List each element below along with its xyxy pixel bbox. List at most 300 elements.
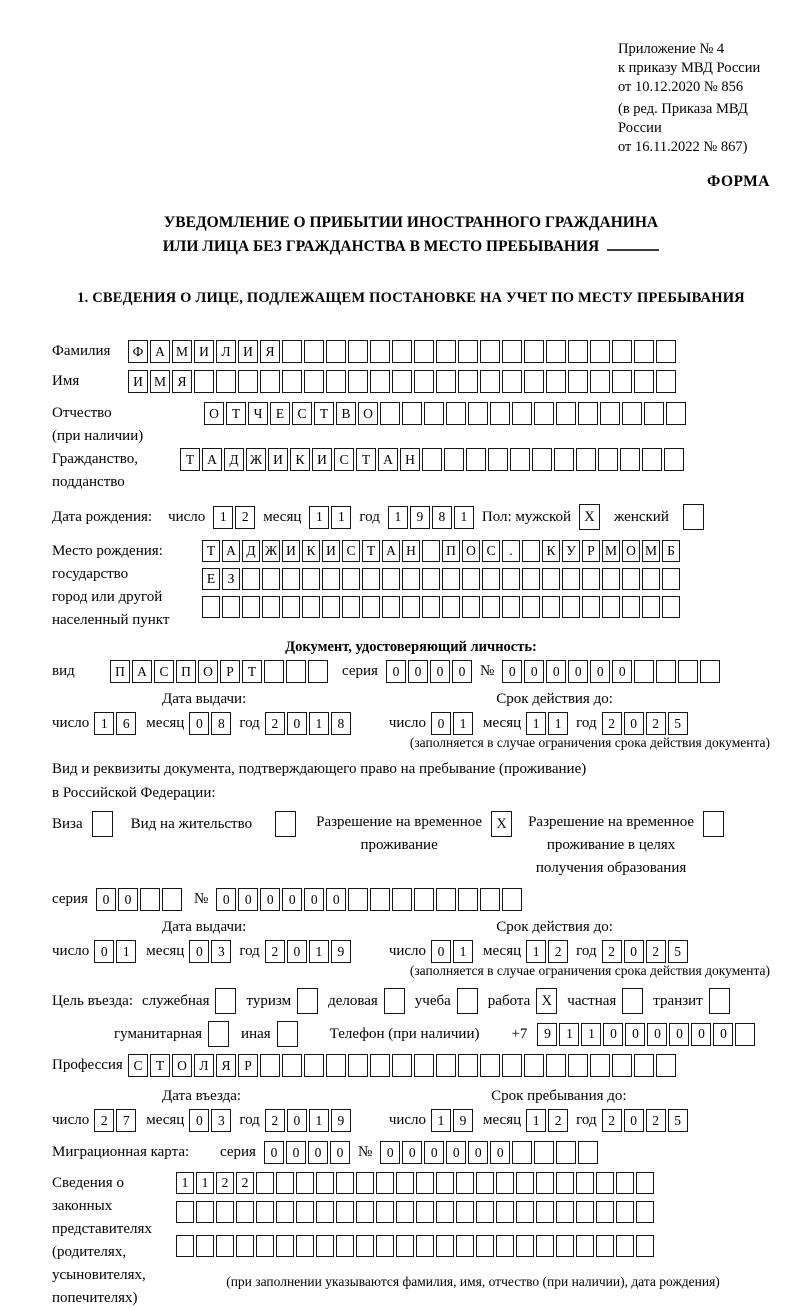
char-cell[interactable]: 0: [603, 1023, 623, 1046]
char-cell[interactable]: 0: [568, 660, 588, 683]
char-cell[interactable]: 0: [189, 712, 209, 735]
char-cell[interactable]: [576, 1172, 594, 1194]
stay-day[interactable]: [431, 1109, 473, 1132]
char-cell[interactable]: [502, 568, 520, 590]
char-cell[interactable]: [256, 1235, 274, 1257]
char-cell[interactable]: [536, 1201, 554, 1223]
char-cell[interactable]: 0: [647, 1023, 667, 1046]
char-cell[interactable]: [590, 340, 610, 363]
char-cell[interactable]: [256, 1201, 274, 1223]
char-cell[interactable]: [656, 370, 676, 393]
char-cell[interactable]: Д: [242, 540, 260, 562]
doc-valid-day[interactable]: [431, 712, 473, 735]
char-cell[interactable]: О: [172, 1054, 192, 1077]
stay-year[interactable]: [602, 1109, 688, 1132]
char-cell[interactable]: [596, 1201, 614, 1223]
doc-issue-day[interactable]: [94, 712, 136, 735]
char-cell[interactable]: 2: [602, 940, 622, 963]
char-cell[interactable]: М: [642, 540, 660, 562]
char-cell[interactable]: [402, 568, 420, 590]
char-cell[interactable]: С: [334, 448, 354, 471]
char-cell[interactable]: [286, 660, 306, 683]
char-cell[interactable]: [362, 568, 380, 590]
entry-month[interactable]: [189, 1109, 231, 1132]
char-cell[interactable]: 0: [624, 940, 644, 963]
char-cell[interactable]: 1: [526, 712, 546, 735]
char-cell[interactable]: [236, 1235, 254, 1257]
char-cell[interactable]: [612, 340, 632, 363]
char-cell[interactable]: [316, 1235, 334, 1257]
turizm-checkbox[interactable]: [297, 988, 318, 1014]
char-cell[interactable]: [636, 1201, 654, 1223]
char-cell[interactable]: 1: [94, 712, 114, 735]
char-cell[interactable]: 0: [118, 888, 138, 911]
char-cell[interactable]: [636, 1172, 654, 1194]
char-cell[interactable]: И: [268, 448, 288, 471]
representatives-line2[interactable]: [176, 1201, 654, 1223]
char-cell[interactable]: [414, 888, 434, 911]
char-cell[interactable]: [302, 596, 320, 618]
char-cell[interactable]: [392, 370, 412, 393]
sex-female-checkbox[interactable]: [683, 504, 704, 530]
char-cell[interactable]: 1: [309, 712, 329, 735]
doc-valid-month[interactable]: [526, 712, 568, 735]
char-cell[interactable]: 0: [287, 1109, 307, 1132]
char-cell[interactable]: Д: [224, 448, 244, 471]
char-cell[interactable]: П: [442, 540, 460, 562]
char-cell[interactable]: [546, 340, 566, 363]
char-cell[interactable]: 2: [602, 1109, 622, 1132]
char-cell[interactable]: О: [358, 402, 378, 425]
char-cell[interactable]: Р: [582, 540, 600, 562]
char-cell[interactable]: [436, 1235, 454, 1257]
char-cell[interactable]: Ф: [128, 340, 148, 363]
char-cell[interactable]: К: [290, 448, 310, 471]
char-cell[interactable]: [600, 402, 620, 425]
char-cell[interactable]: Т: [226, 402, 246, 425]
char-cell[interactable]: Л: [194, 1054, 214, 1077]
char-cell[interactable]: [194, 370, 214, 393]
ucheba-checkbox[interactable]: [457, 988, 478, 1014]
char-cell[interactable]: 0: [446, 1141, 466, 1164]
char-cell[interactable]: [490, 402, 510, 425]
entry-year[interactable]: [265, 1109, 351, 1132]
char-cell[interactable]: [296, 1201, 314, 1223]
char-cell[interactable]: [396, 1172, 414, 1194]
char-cell[interactable]: [516, 1235, 534, 1257]
char-cell[interactable]: 8: [211, 712, 231, 735]
char-cell[interactable]: М: [602, 540, 620, 562]
char-cell[interactable]: [512, 402, 532, 425]
char-cell[interactable]: С: [292, 402, 312, 425]
char-cell[interactable]: 1: [526, 1109, 546, 1132]
char-cell[interactable]: [264, 660, 284, 683]
char-cell[interactable]: 8: [331, 712, 351, 735]
char-cell[interactable]: Р: [220, 660, 240, 683]
char-cell[interactable]: [436, 1201, 454, 1223]
char-cell[interactable]: [542, 596, 560, 618]
char-cell[interactable]: [534, 402, 554, 425]
char-cell[interactable]: [308, 660, 328, 683]
char-cell[interactable]: [634, 340, 654, 363]
char-cell[interactable]: [556, 402, 576, 425]
char-cell[interactable]: 0: [431, 940, 451, 963]
char-cell[interactable]: 1: [309, 506, 329, 529]
char-cell[interactable]: 6: [116, 712, 136, 735]
char-cell[interactable]: [582, 596, 600, 618]
char-cell[interactable]: Я: [216, 1054, 236, 1077]
char-cell[interactable]: [536, 1235, 554, 1257]
char-cell[interactable]: 7: [116, 1109, 136, 1132]
char-cell[interactable]: Ч: [248, 402, 268, 425]
char-cell[interactable]: О: [198, 660, 218, 683]
char-cell[interactable]: [370, 1054, 390, 1077]
birth-year-field[interactable]: [388, 506, 474, 529]
char-cell[interactable]: [496, 1201, 514, 1223]
char-cell[interactable]: [634, 660, 654, 683]
char-cell[interactable]: [422, 540, 440, 562]
char-cell[interactable]: К: [302, 540, 320, 562]
entry-day[interactable]: [94, 1109, 136, 1132]
char-cell[interactable]: 0: [287, 712, 307, 735]
char-cell[interactable]: [392, 340, 412, 363]
char-cell[interactable]: [576, 1201, 594, 1223]
birth-month-field[interactable]: [309, 506, 351, 529]
char-cell[interactable]: [532, 448, 552, 471]
char-cell[interactable]: 9: [453, 1109, 473, 1132]
char-cell[interactable]: [496, 1235, 514, 1257]
char-cell[interactable]: Б: [662, 540, 680, 562]
profession-field[interactable]: [128, 1054, 676, 1077]
char-cell[interactable]: [396, 1201, 414, 1223]
char-cell[interactable]: 0: [713, 1023, 733, 1046]
sex-male-checkbox[interactable]: X: [579, 504, 600, 530]
char-cell[interactable]: [422, 448, 442, 471]
char-cell[interactable]: 0: [590, 660, 610, 683]
char-cell[interactable]: [590, 370, 610, 393]
char-cell[interactable]: 0: [502, 660, 522, 683]
char-cell[interactable]: И: [312, 448, 332, 471]
char-cell[interactable]: [662, 596, 680, 618]
char-cell[interactable]: [596, 1172, 614, 1194]
char-cell[interactable]: 2: [94, 1109, 114, 1132]
char-cell[interactable]: 9: [410, 506, 430, 529]
char-cell[interactable]: [282, 1054, 302, 1077]
char-cell[interactable]: [422, 596, 440, 618]
char-cell[interactable]: [458, 1054, 478, 1077]
char-cell[interactable]: [666, 402, 686, 425]
char-cell[interactable]: 1: [454, 506, 474, 529]
char-cell[interactable]: [336, 1201, 354, 1223]
char-cell[interactable]: [502, 340, 522, 363]
char-cell[interactable]: С: [342, 540, 360, 562]
char-cell[interactable]: 0: [669, 1023, 689, 1046]
char-cell[interactable]: [502, 1054, 522, 1077]
char-cell[interactable]: [642, 596, 660, 618]
char-cell[interactable]: [216, 1201, 234, 1223]
char-cell[interactable]: [342, 568, 360, 590]
char-cell[interactable]: [176, 1201, 194, 1223]
char-cell[interactable]: [326, 370, 346, 393]
char-cell[interactable]: 0: [431, 712, 451, 735]
doc-issue-year[interactable]: [265, 712, 351, 735]
char-cell[interactable]: М: [172, 340, 192, 363]
char-cell[interactable]: [342, 596, 360, 618]
char-cell[interactable]: И: [194, 340, 214, 363]
char-cell[interactable]: 2: [646, 1109, 666, 1132]
char-cell[interactable]: [222, 596, 240, 618]
char-cell[interactable]: А: [132, 660, 152, 683]
char-cell[interactable]: [362, 596, 380, 618]
char-cell[interactable]: [382, 596, 400, 618]
char-cell[interactable]: [476, 1201, 494, 1223]
char-cell[interactable]: 2: [235, 506, 255, 529]
patronymic-field[interactable]: [204, 402, 686, 425]
char-cell[interactable]: 0: [260, 888, 280, 911]
delovaya-checkbox[interactable]: [384, 988, 405, 1014]
char-cell[interactable]: [622, 568, 640, 590]
char-cell[interactable]: [502, 888, 522, 911]
birth-place-line3[interactable]: [202, 596, 680, 618]
char-cell[interactable]: [326, 340, 346, 363]
char-cell[interactable]: [602, 568, 620, 590]
char-cell[interactable]: Т: [242, 660, 262, 683]
char-cell[interactable]: [590, 1054, 610, 1077]
char-cell[interactable]: А: [222, 540, 240, 562]
char-cell[interactable]: [242, 568, 260, 590]
char-cell[interactable]: [326, 1054, 346, 1077]
char-cell[interactable]: [356, 1172, 374, 1194]
char-cell[interactable]: [414, 340, 434, 363]
char-cell[interactable]: 1: [116, 940, 136, 963]
char-cell[interactable]: [402, 596, 420, 618]
char-cell[interactable]: [612, 370, 632, 393]
char-cell[interactable]: 9: [331, 1109, 351, 1132]
char-cell[interactable]: 2: [265, 712, 285, 735]
char-cell[interactable]: [202, 596, 220, 618]
char-cell[interactable]: [282, 568, 300, 590]
char-cell[interactable]: 0: [287, 940, 307, 963]
char-cell[interactable]: 0: [189, 940, 209, 963]
char-cell[interactable]: А: [202, 448, 222, 471]
char-cell[interactable]: 0: [490, 1141, 510, 1164]
char-cell[interactable]: 2: [602, 712, 622, 735]
char-cell[interactable]: 0: [625, 1023, 645, 1046]
char-cell[interactable]: И: [238, 340, 258, 363]
char-cell[interactable]: [556, 1172, 574, 1194]
inaya-checkbox[interactable]: [277, 1021, 298, 1047]
char-cell[interactable]: [436, 888, 456, 911]
residence-issue-year[interactable]: [265, 940, 351, 963]
char-cell[interactable]: [458, 370, 478, 393]
residence-issue-month[interactable]: [189, 940, 231, 963]
char-cell[interactable]: 0: [238, 888, 258, 911]
char-cell[interactable]: [392, 888, 412, 911]
char-cell[interactable]: [322, 568, 340, 590]
char-cell[interactable]: О: [622, 540, 640, 562]
char-cell[interactable]: Т: [314, 402, 334, 425]
char-cell[interactable]: 2: [216, 1172, 234, 1194]
char-cell[interactable]: 0: [380, 1141, 400, 1164]
char-cell[interactable]: И: [128, 370, 148, 393]
char-cell[interactable]: [370, 888, 390, 911]
char-cell[interactable]: [276, 1201, 294, 1223]
char-cell[interactable]: У: [562, 540, 580, 562]
char-cell[interactable]: [522, 596, 540, 618]
char-cell[interactable]: [616, 1235, 634, 1257]
char-cell[interactable]: [496, 1172, 514, 1194]
char-cell[interactable]: [476, 1235, 494, 1257]
char-cell[interactable]: [662, 568, 680, 590]
char-cell[interactable]: 1: [388, 506, 408, 529]
char-cell[interactable]: К: [542, 540, 560, 562]
char-cell[interactable]: Н: [402, 540, 420, 562]
char-cell[interactable]: [554, 448, 574, 471]
char-cell[interactable]: О: [204, 402, 224, 425]
char-cell[interactable]: 0: [304, 888, 324, 911]
char-cell[interactable]: 0: [524, 660, 544, 683]
char-cell[interactable]: [242, 596, 260, 618]
char-cell[interactable]: Е: [202, 568, 220, 590]
char-cell[interactable]: [578, 1141, 598, 1164]
char-cell[interactable]: 0: [216, 888, 236, 911]
char-cell[interactable]: [636, 1235, 654, 1257]
doc-series-field[interactable]: [386, 660, 472, 683]
char-cell[interactable]: [322, 596, 340, 618]
char-cell[interactable]: [260, 370, 280, 393]
residence-valid-month[interactable]: [526, 940, 568, 963]
char-cell[interactable]: [382, 568, 400, 590]
char-cell[interactable]: [480, 1054, 500, 1077]
char-cell[interactable]: [536, 1172, 554, 1194]
char-cell[interactable]: [376, 1235, 394, 1257]
char-cell[interactable]: [562, 596, 580, 618]
char-cell[interactable]: 0: [94, 940, 114, 963]
char-cell[interactable]: [302, 568, 320, 590]
migration-series-field[interactable]: [264, 1141, 350, 1164]
char-cell[interactable]: С: [128, 1054, 148, 1077]
char-cell[interactable]: 1: [548, 712, 568, 735]
char-cell[interactable]: [582, 568, 600, 590]
char-cell[interactable]: Е: [270, 402, 290, 425]
char-cell[interactable]: [176, 1235, 194, 1257]
char-cell[interactable]: [416, 1235, 434, 1257]
char-cell[interactable]: [376, 1201, 394, 1223]
char-cell[interactable]: [414, 370, 434, 393]
char-cell[interactable]: [348, 1054, 368, 1077]
char-cell[interactable]: [336, 1172, 354, 1194]
char-cell[interactable]: [282, 340, 302, 363]
char-cell[interactable]: [260, 1054, 280, 1077]
char-cell[interactable]: [576, 448, 596, 471]
char-cell[interactable]: 2: [646, 940, 666, 963]
char-cell[interactable]: 2: [548, 940, 568, 963]
char-cell[interactable]: 1: [309, 940, 329, 963]
char-cell[interactable]: 2: [548, 1109, 568, 1132]
chastnaya-checkbox[interactable]: [622, 988, 643, 1014]
char-cell[interactable]: 8: [432, 506, 452, 529]
char-cell[interactable]: [664, 448, 684, 471]
migration-number-field[interactable]: [380, 1141, 598, 1164]
char-cell[interactable]: [462, 596, 480, 618]
char-cell[interactable]: [735, 1023, 755, 1046]
char-cell[interactable]: Я: [172, 370, 192, 393]
char-cell[interactable]: [196, 1201, 214, 1223]
char-cell[interactable]: [336, 1235, 354, 1257]
char-cell[interactable]: 0: [624, 712, 644, 735]
char-cell[interactable]: А: [382, 540, 400, 562]
char-cell[interactable]: [276, 1172, 294, 1194]
char-cell[interactable]: [634, 370, 654, 393]
tranzit-checkbox[interactable]: [709, 988, 730, 1014]
char-cell[interactable]: 0: [430, 660, 450, 683]
char-cell[interactable]: [656, 340, 676, 363]
char-cell[interactable]: [304, 340, 324, 363]
char-cell[interactable]: Я: [260, 340, 280, 363]
char-cell[interactable]: [196, 1235, 214, 1257]
char-cell[interactable]: Н: [400, 448, 420, 471]
doc-valid-year[interactable]: [602, 712, 688, 735]
char-cell[interactable]: 9: [537, 1023, 557, 1046]
char-cell[interactable]: [262, 596, 280, 618]
char-cell[interactable]: [634, 1054, 654, 1077]
char-cell[interactable]: [436, 370, 456, 393]
char-cell[interactable]: 2: [646, 712, 666, 735]
char-cell[interactable]: [414, 1054, 434, 1077]
char-cell[interactable]: [700, 660, 720, 683]
char-cell[interactable]: [512, 1141, 532, 1164]
char-cell[interactable]: [456, 1172, 474, 1194]
char-cell[interactable]: [620, 448, 640, 471]
citizenship-field[interactable]: [180, 448, 684, 471]
char-cell[interactable]: [644, 402, 664, 425]
char-cell[interactable]: [436, 340, 456, 363]
char-cell[interactable]: [216, 370, 236, 393]
char-cell[interactable]: [598, 448, 618, 471]
char-cell[interactable]: [482, 568, 500, 590]
char-cell[interactable]: [522, 540, 540, 562]
residence-issue-day[interactable]: [94, 940, 136, 963]
rabota-checkbox[interactable]: X: [536, 988, 557, 1014]
residence-valid-year[interactable]: [602, 940, 688, 963]
doc-type-field[interactable]: [110, 660, 328, 683]
sluzhebnaya-checkbox[interactable]: [215, 988, 236, 1014]
char-cell[interactable]: И: [282, 540, 300, 562]
char-cell[interactable]: [542, 568, 560, 590]
char-cell[interactable]: [458, 340, 478, 363]
char-cell[interactable]: [502, 596, 520, 618]
char-cell[interactable]: [656, 1054, 676, 1077]
char-cell[interactable]: 1: [559, 1023, 579, 1046]
char-cell[interactable]: 0: [326, 888, 346, 911]
char-cell[interactable]: Т: [362, 540, 380, 562]
char-cell[interactable]: З: [222, 568, 240, 590]
char-cell[interactable]: [422, 568, 440, 590]
char-cell[interactable]: [396, 1235, 414, 1257]
char-cell[interactable]: [458, 888, 478, 911]
char-cell[interactable]: [444, 448, 464, 471]
char-cell[interactable]: 0: [402, 1141, 422, 1164]
char-cell[interactable]: [568, 370, 588, 393]
char-cell[interactable]: П: [110, 660, 130, 683]
char-cell[interactable]: [296, 1235, 314, 1257]
char-cell[interactable]: [596, 1235, 614, 1257]
char-cell[interactable]: 1: [331, 506, 351, 529]
char-cell[interactable]: [216, 1235, 234, 1257]
char-cell[interactable]: [678, 660, 698, 683]
char-cell[interactable]: [304, 1054, 324, 1077]
char-cell[interactable]: [456, 1235, 474, 1257]
